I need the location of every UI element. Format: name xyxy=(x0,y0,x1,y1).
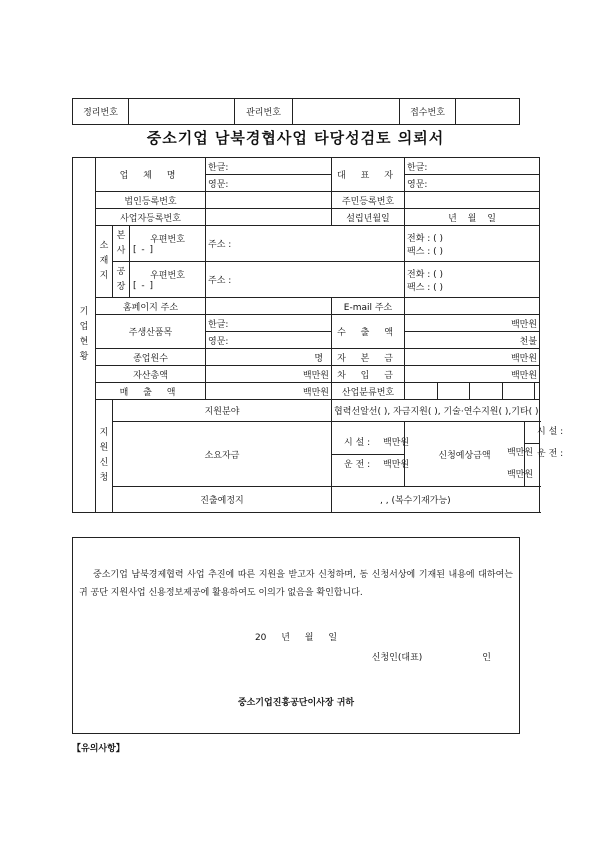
industry-code-field[interactable] xyxy=(405,383,540,400)
requested-amount-field[interactable]: 시 설 : 백만원 운 전 : 백만원 xyxy=(525,422,540,487)
location-label: 소 재 지 xyxy=(96,226,113,298)
founded-date-label: 설립년월일 xyxy=(332,209,405,226)
employees-field[interactable]: 명 xyxy=(206,349,332,366)
debt-label: 차 입 금 xyxy=(332,366,405,383)
receipt-number-field[interactable] xyxy=(456,99,520,125)
seal-mark[interactable]: 인 xyxy=(482,653,491,663)
recipient: 중소기업진흥공단이사장 귀하 xyxy=(237,698,355,708)
resident-registration-label: 주민등록번호 xyxy=(332,192,405,209)
representative-korean-field[interactable]: 한글: xyxy=(405,158,540,175)
management-number-field[interactable] xyxy=(293,99,400,125)
arrangement-number-label: 정리번호 xyxy=(73,99,129,125)
headquarters-postal-code[interactable]: 우편번호 [ - ] xyxy=(130,226,206,262)
email-label: E-mail 주소 xyxy=(332,298,405,315)
export-amount-krw-field[interactable]: 백만원 xyxy=(405,315,540,332)
declaration-text: 중소기업 남북경제협력 사업 추진에 따른 지원을 받고자 신청하며, 동 신청서상에 기재된 내용에 대하여는 귀 공단 지원사업 신용정보제공에 활용하여도 이의가 없음을 확인합니다. xyxy=(79,570,513,598)
company-name-label: 업 체 명 xyxy=(96,158,206,192)
main-product-english-field[interactable]: 영문: xyxy=(206,332,332,349)
representative-label: 대 표 자 xyxy=(332,158,405,192)
business-registration-label: 사업자등록번호 xyxy=(96,209,206,226)
company-name-english-field[interactable]: 영문: xyxy=(206,175,332,192)
main-product-korean-field[interactable]: 한글: xyxy=(206,315,332,332)
industry-code-label: 산업분류번호 xyxy=(332,383,405,400)
factory-address-field[interactable]: 주소 : xyxy=(206,262,405,298)
support-field-label: 지원분야 xyxy=(113,400,332,422)
headquarters-phone-fax[interactable]: 전화 : ( ) 팩스 : ( ) xyxy=(405,226,540,262)
sales-label: 매 출 액 xyxy=(96,383,206,400)
export-amount-usd-field[interactable]: 천불 xyxy=(405,332,540,349)
homepage-label: 홈페이지 주소 xyxy=(96,298,206,315)
applicant-label: 신청인(대표) xyxy=(371,653,423,663)
declaration-box xyxy=(72,537,520,734)
main-product-label: 주생산품목 xyxy=(96,315,206,349)
support-application-side-label: 지 원 신 청 xyxy=(96,400,113,513)
email-field[interactable] xyxy=(405,298,540,315)
total-assets-field[interactable]: 백만원 xyxy=(206,366,332,383)
factory-postal-code[interactable]: 우편번호 [ - ] xyxy=(130,262,206,298)
founded-date-field[interactable]: 년 월 일 xyxy=(405,209,540,226)
support-field-options[interactable]: 협력선알선( ), 자금지원( ), 기술·연수지원( ),기타( ) xyxy=(332,400,540,422)
factory-phone-fax[interactable]: 전화 : ( ) 팩스 : ( ) xyxy=(405,262,540,298)
page-title: 중소기업 남북경협사업 타당성검토 의뢰서 xyxy=(146,129,445,147)
planned-entry-region-field[interactable]: , , (복수기재가능) xyxy=(332,487,540,513)
corporate-registration-field[interactable] xyxy=(206,192,332,209)
employees-label: 종업원수 xyxy=(96,349,206,366)
sales-field[interactable]: 백만원 xyxy=(206,383,332,400)
required-funds-label: 소요자금 xyxy=(113,422,332,487)
headquarters-label: 본 사 xyxy=(113,226,130,262)
capital-label: 자 본 금 xyxy=(332,349,405,366)
required-funds-field[interactable]: 시 설 : 백만원 운 전 : 백만원 xyxy=(332,422,405,487)
management-number-label: 관리번호 xyxy=(235,99,293,125)
corporate-registration-label: 법인등록번호 xyxy=(96,192,206,209)
application-date[interactable]: 20 년 월 일 xyxy=(254,633,338,643)
factory-label: 공 장 xyxy=(113,262,130,298)
headquarters-address-field[interactable]: 주소 : xyxy=(206,226,405,262)
homepage-field[interactable] xyxy=(206,298,332,315)
requested-amount-label: 신청예상금액 xyxy=(405,422,525,487)
total-assets-label: 자산총액 xyxy=(96,366,206,383)
receipt-number-label: 접수번호 xyxy=(400,99,456,125)
export-amount-label: 수 출 액 xyxy=(332,315,405,349)
business-registration-field[interactable] xyxy=(206,209,332,226)
company-status-side-label: 기 업 현 황 xyxy=(73,158,96,513)
applicant-signature-line xyxy=(372,650,491,663)
debt-field[interactable]: 백만원 xyxy=(405,366,540,383)
representative-english-field[interactable]: 영문: xyxy=(405,175,540,192)
planned-entry-region-label: 진출예정지 xyxy=(113,487,332,513)
registration-number-table xyxy=(72,98,520,125)
arrangement-number-field[interactable] xyxy=(129,99,235,125)
resident-registration-field[interactable] xyxy=(405,192,540,209)
capital-field[interactable]: 백만원 xyxy=(405,349,540,366)
notes-title: 【유의사항】 xyxy=(72,744,125,754)
company-name-korean-field[interactable]: 한글: xyxy=(206,158,332,175)
application-form-table xyxy=(72,157,564,513)
